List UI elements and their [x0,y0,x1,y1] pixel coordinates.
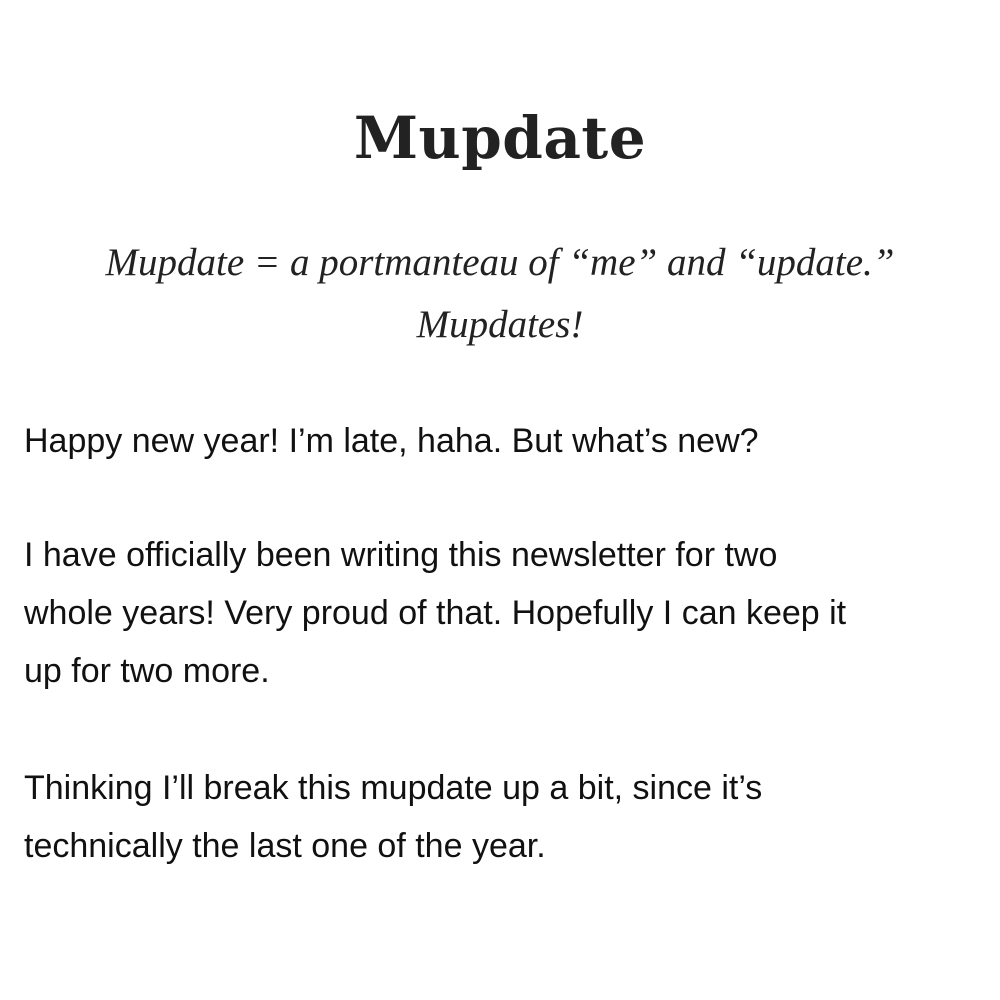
subtitle [40,232,960,356]
paragraph-intro [24,412,984,470]
paragraph-line: technically the last one of the year. [24,827,546,865]
paragraph-plan [24,759,984,875]
paragraph-anniversary [24,526,984,700]
paragraph-line: I have officially been writing this newsletter for two [24,536,778,574]
page-title: Mupdate [353,104,647,172]
subtitle-line: Mupdates! [416,303,584,346]
paragraph-line: up for two more. [24,652,270,690]
paragraph-line: Happy new year! I’m late, haha. But what’s new? [24,422,759,460]
subtitle-line: Mupdate = a portmanteau of “me” and “update.” [105,241,895,284]
paragraph-line: Thinking I’ll break this mupdate up a bit, since it’s [24,769,763,807]
paragraph-line: whole years! Very proud of that. Hopefully I can keep it [24,594,847,632]
